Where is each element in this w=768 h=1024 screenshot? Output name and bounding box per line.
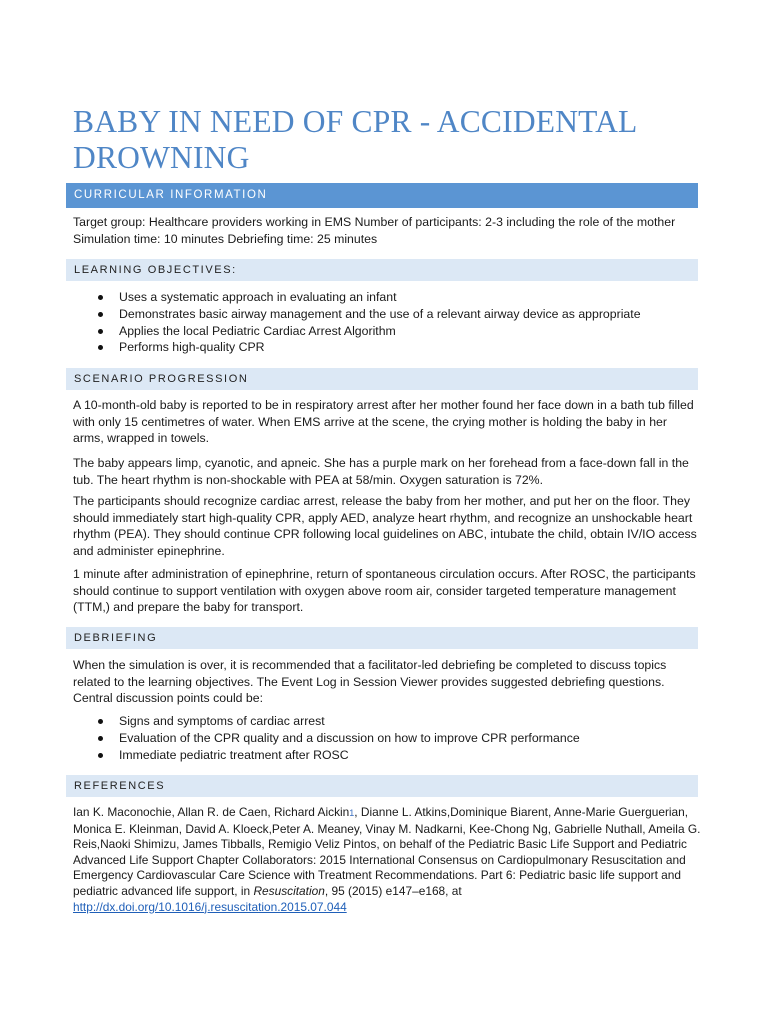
scenario-paragraph: The participants should recognize cardiac arrest, release the baby from her mother, and put her on the floor. They should immediately start high-quality CPR, apply AED, analyze heart rhythm, and recognize an unshockable heart rhythm (PEA). They should continue CPR following local guidelines on ABC, intubate the child, obtain IV/IO access and administer epinephrine. bbox=[73, 494, 697, 559]
list-item: Immediate pediatric treatment after ROSC bbox=[73, 747, 701, 764]
reference-citation: , 95 (2015) e147–e168, at bbox=[324, 883, 462, 898]
scenario-paragraph: 1 minute after administration of epinephrine, return of spontaneous circulation occurs. After ROSC, the participants should continue to support ventilation with oxygen above room air, consider targeted temperature management (TTM,) and prepare the baby for transport. bbox=[73, 567, 696, 615]
list-item: Applies the local Pediatric Cardiac Arrest Algorithm bbox=[73, 323, 701, 340]
reference-superscript: 1 bbox=[349, 808, 355, 818]
page-title: BABY IN NEED OF CPR - ACCIDENTAL DROWNING bbox=[73, 104, 637, 175]
list-item: Uses a systematic approach in evaluating an infant bbox=[73, 289, 701, 306]
reference-doi-link[interactable]: http://dx.doi.org/10.1016/j.resuscitation.2015.07.044 bbox=[73, 899, 347, 914]
reference-journal: Resuscitation bbox=[253, 883, 325, 898]
debriefing-list bbox=[73, 713, 701, 763]
list-item: Signs and symptoms of cardiac arrest bbox=[73, 713, 701, 730]
list-item: Evaluation of the CPR quality and a discussion on how to improve CPR performance bbox=[73, 730, 701, 747]
curricular-header: CURRICULAR INFORMATION bbox=[66, 183, 698, 208]
reference-authors: Ian K. Maconochie, Allan R. de Caen, Richard Aickin bbox=[73, 805, 350, 819]
debriefing-header: DEBRIEFING bbox=[66, 627, 698, 649]
list-item: Demonstrates basic airway management and the use of a relevant airway device as appropriate bbox=[73, 306, 701, 323]
scenario-header: SCENARIO PROGRESSION bbox=[66, 368, 698, 390]
scenario-paragraph: The baby appears limp, cyanotic, and apneic. She has a purple mark on her forehead from a face-down fall in the tub. The heart rhythm is non-shockable with PEA at 58/min. Oxygen saturation is 72%. bbox=[73, 456, 689, 487]
debriefing-text: When the simulation is over, it is recommended that a facilitator-led debriefing be completed to discuss topics related to the learning objectives. The Event Log in Session Viewer provides suggested debriefing questions. Central discussion points could be: bbox=[73, 658, 667, 706]
list-item: Performs high-quality CPR bbox=[73, 339, 701, 356]
objectives-list bbox=[73, 289, 701, 356]
curricular-text: Target group: Healthcare providers working in EMS Number of participants: 2-3 including the role of the mother Simulation time: 10 minutes Debriefing time: 25 minutes bbox=[73, 215, 676, 246]
scenario-paragraph: A 10-month-old baby is reported to be in respiratory arrest after her mother found her face down in a bath tub filled with only 15 centimetres of water. When EMS arrive at the scene, the crying mother is holding the baby in her arms, wrapped in towels. bbox=[73, 398, 694, 446]
reference-body: , Dianne L. Atkins,Dominique Biarent, Anne-Marie Guerguerian, Monica E. Kleinman, David A. Kloeck,Peter A. Meaney, Vinay M. Nadkarni, Kee-Chong Ng, Gabrielle Nuthall, Ameila G. Reis,Naoki Shimizu, James Tibballs, Remigio Veliz Pintos, on behalf of the Pediatric Basic Life Support and Pediatric Advanced Life Support Chapter Collaborators: 2015 International Consensus on Cardiopulmonary Resuscitation and Emergency Cardiovascular Care Science with Treatment Recommendations. Part 6: Pediatric basic life support and pediatric advanced life support, in bbox=[73, 805, 701, 898]
reference-entry bbox=[73, 805, 701, 915]
references-header: REFERENCES bbox=[66, 775, 698, 797]
objectives-header: LEARNING OBJECTIVES: bbox=[66, 259, 698, 281]
